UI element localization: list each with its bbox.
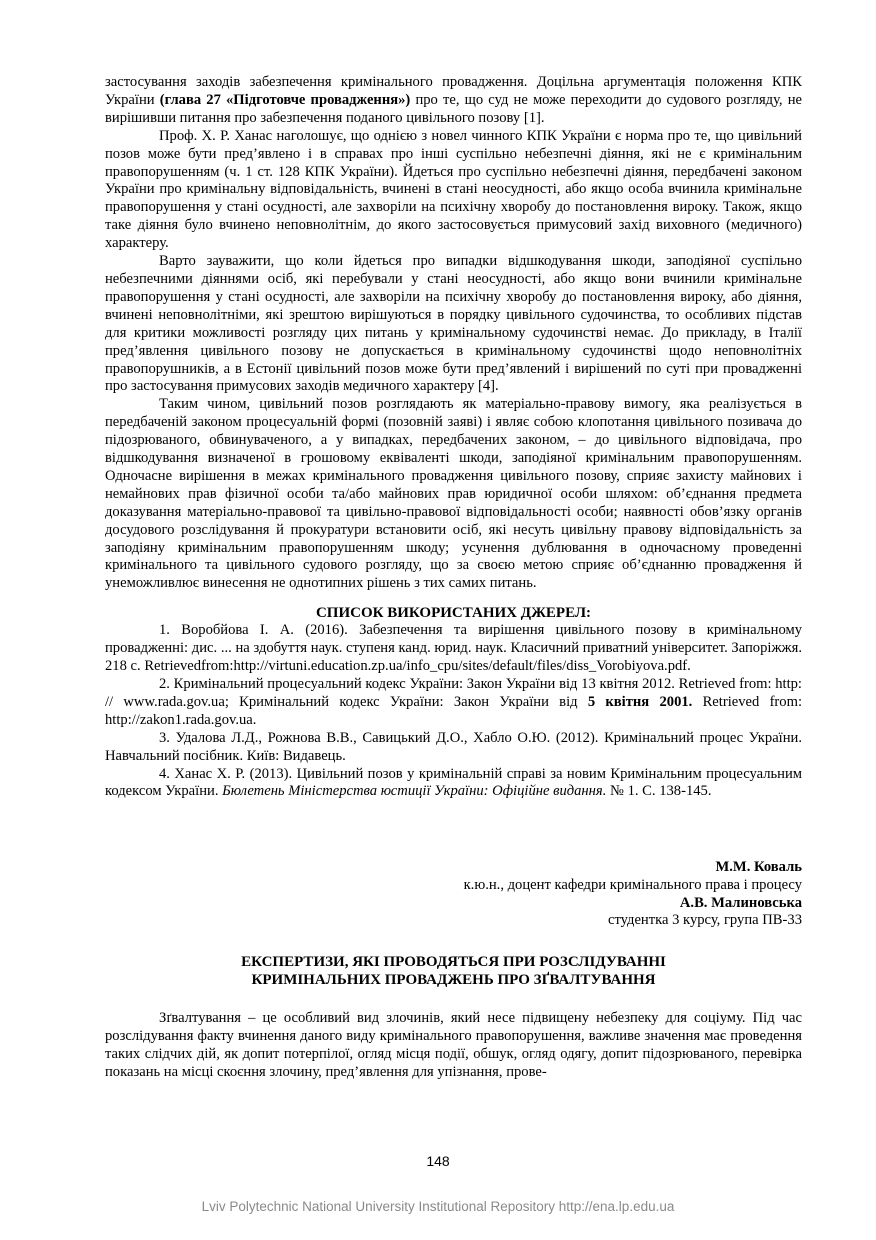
repository-footer: Lviv Polytechnic National University Institutional Repository http://ena.lp.edu.ua (201, 1199, 675, 1214)
author-1-name: М.М. Коваль (715, 859, 802, 876)
reference-3: 3. Удалова Л.Д., Рожнова В.В., Савицький Д.О., Хабло О.Ю. (2012). Кримінальний процес України. Навчальний посібник. Київ: Видавець. (105, 729, 802, 764)
paragraph-1-text-a: застосування заходів забезпечення кримінального провадження. Доцільна аргументація положення КПК України (105, 74, 802, 108)
paragraph-1-text-b: про те, що суд не може переходити до судового розгляду, не вирішивши питання про забезпечення поданого цивільного позову [1]. (105, 91, 802, 126)
reference-1: 1. Воробйова І. А. (2016). Забезпечення та вирішення цивільного позову в кримінальному провадженні: дис. ... на здобуття наук. ступеня канд. юрид. наук. Класичний приватний університет. Запоріжжя. 218 с. Retrievedfrom:http://virtuni.education.zp.ua/info_cpu/sites/default/files/diss_Vorobiyova.pdf. (105, 622, 802, 675)
author-block (105, 859, 802, 929)
author-2-position: студентка 3 курсу, група ПВ-33 (607, 912, 802, 929)
article-title-line-2: КРИМІНАЛЬНИХ ПРОВАДЖЕНЬ ПРО ЗҐВАЛТУВАННЯ (251, 971, 656, 988)
reference-2-bold: 5 квітня 2001. (587, 693, 693, 710)
article-title-line-1: ЕКСПЕРТИЗИ, ЯКІ ПРОВОДЯТЬСЯ ПРИ РОЗСЛІДУВАННІ (241, 953, 666, 970)
reference-4-text-b: № 1. С. 138-145. (606, 783, 712, 800)
paragraph-1-bold: (глава 27 «Підготовче провадження») (159, 91, 411, 108)
paragraph-4: Таким чином, цивільний позов розглядають як матеріально-правову вимогу, яка реалізується в передбаченій законом процесуальній формі (позовній заяві) і являє собою клопотання цивільного позивача до підозрюваного, обвинуваченого, а у випадках, передбачених законом, – до цивільного відповідача, про відшкодування визначеної в грошовому еквіваленті шкоди, заподіяної кримінальним правопорушенням. Одночасне вирішення в межах кримінального провадження цивільного позову, сприяє захисту майнових і немайнових прав фізичної особи та/або майнових прав юридичної особи шляхом: об’єднання предмета доказування матеріально-правової та цивільно-правової відповідальності особи; наявності обов’язку органів досудового розслідування й прокуратури встановити осіб, які несуть цивільну правову відповідальність за заподіяну кримінальним правопорушенням шкоду; усунення дублювання в одночасному проведенні кримінального та цивільного судового розгляду, що за своєю метою сприяє об’єднанню провадження й унеможливлює винесення не однотипних рішень з тих самих питань. (105, 396, 802, 592)
reference-4 (105, 766, 802, 802)
article-title (105, 954, 802, 990)
reference-4-italic: Бюлетень Міністерства юстиції України: Офіційне видання. (222, 783, 607, 800)
paragraph-3: Варто зауважити, що коли йдеться про випадки відшкодування шкоди, заподіяної суспільно небезпечними діяннями осіб, які перебували у стані неосудності, або якщо вони вчинили кримінальне правопорушення у стані осудності, але захворіли на психічну хворобу до постановлення вироку, або діяння, вчинені неповнолітніми, які зрештою вирішуються в порядку цивільного судочинства, то особливих підстав для критики можливості розгляду цих питань у кримінальному судочинстві немає. До прикладу, в Італії пред’явлення цивільного позову не допускається в кримінальному судочинстві щодо неповнолітніх правопорушників, а в Естонії цивільний позов може бути пред’явлений і вирішений по суті при провадженні про застосування примусових заходів медичного характеру [4]. (105, 253, 802, 395)
page-content (105, 74, 802, 1082)
article-intro: Зґвалтування – це особливий вид злочинів, який несе підвищену небезпеку для соціуму. Під час розслідування факту вчинення даного виду кримінального правопорушення, важливе значення має проведення таких слідчих дій, як допит потерпілої, огляд місця події, обшук, огляд одягу, допит підозрюваного, перевірка показань на місці скоєння злочину, пред’явлення для упізнання, прове- (105, 1010, 802, 1081)
reference-2 (105, 676, 802, 730)
reference-2-text-a: 2. Кримінальний процесуальний кодекс України: Закон України від 13 квітня 2012. Retrieved from: http: // www.rada.gov.ua; Кримінальний кодекс України: Закон України від (105, 676, 802, 710)
author-1-position: к.ю.н., доцент кафедри кримінального права і процесу (463, 876, 802, 893)
reference-4-text-a: 4. Ханас Х. Р. (2013). Цивільний позов у кримінальній справі за новим Кримінальним процесуальним кодексом України. (105, 765, 802, 800)
page-number: 148 (426, 1153, 450, 1169)
paragraph-2: Проф. Х. Р. Ханас наголошує, що однією з новел чинного КПК України є норма про те, що цивільний позов може бути пред’явлено і в справах про інші суспільно небезпечні діяння, які не є кримінальним правопорушенням (ч. 1 ст. 128 КПК України). Йдеться про суспільно небезпечні діяння, передбачені законом України про кримінальну відповідальність, вчинені в стані неосудності, або якщо особа вчинила кримінальне правопорушення у стані осудності, але захворіли на психічну хворобу до постановлення вироку. Також, якщо таке діяння було вчинено неповнолітнім, до якого застосовується примусовий захід виховного (медичного) характеру. (105, 127, 802, 252)
reference-2-text-b: Retrieved from: http://zakon1.rada.gov.ua. (105, 693, 802, 728)
paragraph-1 (105, 74, 802, 128)
references-heading: СПИСОК ВИКОРИСТАНИХ ДЖЕРЕЛ: (315, 605, 592, 622)
author-2-name: А.В. Малиновська (679, 894, 802, 911)
